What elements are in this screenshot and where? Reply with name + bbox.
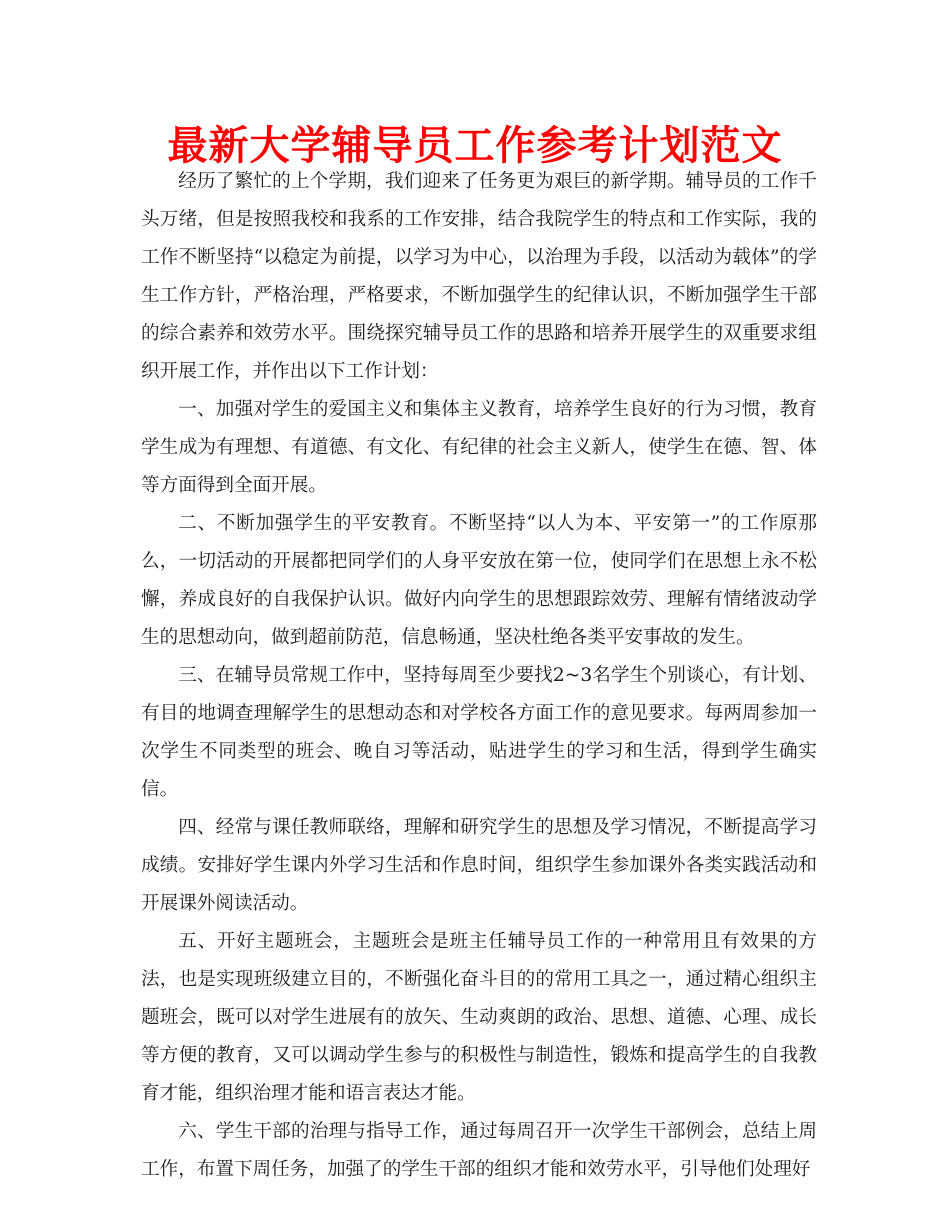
paragraph-4: 四、经常与课任教师联络，理解和研究学生的思想及学习情况，不断提高学习成绩。安排好学生课内外学习生活和作息时间，组织学生参加课外各类实践活动和开展课外阅读活动。 [141,817,817,914]
paragraph-3: 三、在辅导员常规工作中，坚持每周至少要找2~3名学生个别谈心，有计划、有目的地调查理解学生的思想动态和对学校各方面工作的意见要求。每两周参加一次学生不同类型的班会、晚自习等活动，贴进学生的学习和生活，得到学生确实信。 [141,665,817,800]
paragraph-5: 五、开好主题班会，主题班会是班主任辅导员工作的一种常用且有效果的方法，也是实现班级建立目的，不断强化奋斗目的的常用工具之一，通过精心组织主题班会，既可以对学生进展有的放矢、生动爽朗的政治、思想、道德、心理、成长等方便的教育，又可以调动学生参与的积极性与制造性，锻炼和提高学生的自我教育才能，组织治理才能和语言表达才能。 [141,931,817,1104]
paragraph-intro: 经历了繁忙的上个学期，我们迎来了任务更为艰巨的新学期。辅导员的工作千头万绪，但是按照我校和我系的工作安排，结合我院学生的特点和工作实际，我的工作不断坚持“以稳定为前提，以学习为中心，以治理为手段，以活动为载体”的学生工作方针，严格治理，严格要求，不断加强学生的纪律认识，不断加强学生干部的综合素养和效劳水平。围绕探究辅导员工作的思路和培养开展学生的双重要求组织开展工作，并作出以下工作计划： [141,171,817,382]
document-body [141,163,817,1189]
document-title: 最新大学辅导员工作参考计划范文 [167,123,783,169]
paragraph-2: 二、不断加强学生的平安教育。不断坚持“以人为本、平安第一”的工作原那么，一切活动的开展都把同学们的人身平安放在第一位，使同学们在思想上永不松懈，养成良好的自我保护认识。做好内向学生的思想跟踪效劳、理解有情绪波动学生的思想动向，做到超前防范，信息畅通，坚决杜绝各类平安事故的发生。 [141,513,817,648]
paragraph-1: 一、加强对学生的爱国主义和集体主义教育，培养学生良好的行为习惯，教育学生成为有理想、有道德、有文化、有纪律的社会主义新人，使学生在德、智、体等方面得到全面开展。 [141,399,817,496]
paragraph-6: 六、学生干部的治理与指导工作，通过每周召开一次学生干部例会，总结上周工作，布置下周任务，加强了的学生干部的组织才能和效劳水平，引导他们处理好 [141,1121,817,1180]
